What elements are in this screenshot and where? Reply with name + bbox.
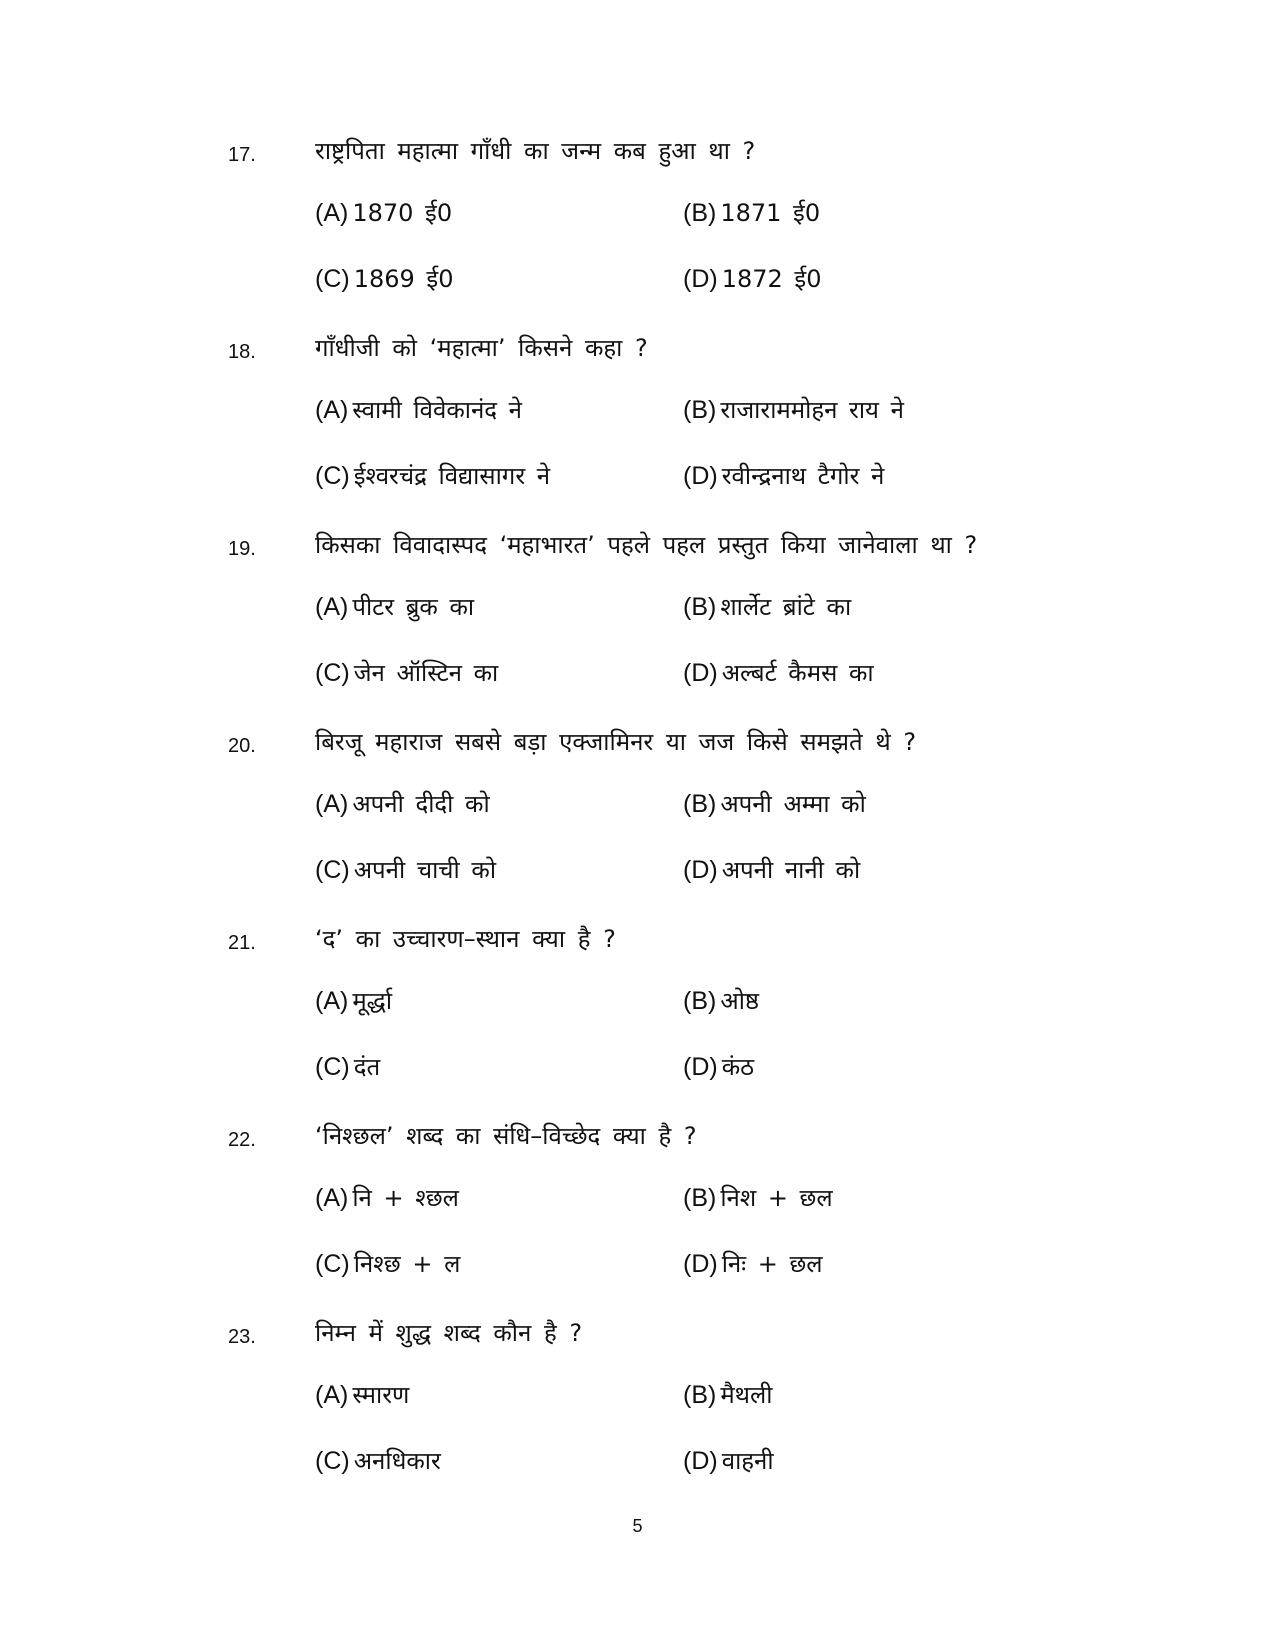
option-letter: (C) (315, 1250, 350, 1278)
option-a (315, 984, 392, 1017)
question-number: 22. (228, 1129, 256, 1151)
option-letter: (B) (683, 199, 717, 227)
option-letter: (D) (683, 1250, 718, 1278)
option-d (683, 1444, 774, 1477)
option-text: पीटर ब्रुक का (352, 593, 475, 621)
option-c (315, 262, 453, 295)
option-text: राजाराममोहन राय ने (720, 396, 904, 424)
question-text: किसका विवादास्पद ‘महाभारत’ पहले पहल प्रस्तुत किया जानेवाला था ? (315, 531, 978, 559)
option-letter: (B) (683, 987, 717, 1015)
option-text: नि + श्छल (352, 1184, 459, 1212)
option-d (683, 1247, 823, 1280)
option-b (683, 196, 820, 229)
question-20 (0, 728, 1275, 921)
option-text: रवीन्द्रनाथ टैगोर ने (721, 462, 885, 490)
option-letter: (A) (315, 396, 349, 424)
option-text: मैथली (720, 1381, 773, 1409)
option-text: ओष्ठ (720, 987, 760, 1015)
option-b (683, 590, 851, 623)
question-21 (0, 925, 1275, 1118)
option-text: 1870 ई0 (352, 199, 453, 227)
option-letter: (A) (315, 987, 349, 1015)
question-text: निम्न में शुद्ध शब्द कौन है ? (315, 1319, 583, 1347)
option-text: मूर्द्धा (352, 987, 393, 1015)
option-letter: (B) (683, 790, 717, 818)
option-text: 1869 ई0 (353, 265, 454, 293)
option-letter: (B) (683, 1184, 717, 1212)
option-text: शार्लेट ब्रांटे का (720, 593, 852, 621)
question-22 (0, 1122, 1275, 1315)
question-17 (0, 137, 1275, 330)
option-letter: (A) (315, 1381, 349, 1409)
question-number: 21. (228, 932, 256, 954)
option-letter: (A) (315, 199, 349, 227)
option-letter: (A) (315, 593, 349, 621)
question-19 (0, 531, 1275, 724)
option-d (683, 853, 860, 886)
option-a (315, 787, 490, 820)
option-letter: (C) (315, 856, 350, 884)
option-a (315, 196, 452, 229)
option-text: अपनी दीदी को (352, 790, 490, 818)
option-letter: (C) (315, 1053, 350, 1081)
option-text: अपनी चाची को (353, 856, 497, 884)
option-d (683, 656, 874, 689)
option-text: निश्छ + ल (353, 1250, 461, 1278)
option-letter: (A) (315, 1184, 349, 1212)
option-text: अल्बर्ट कैमस का (721, 659, 874, 687)
option-b (683, 787, 866, 820)
option-text: स्वामी विवेकानंद ने (352, 396, 522, 424)
option-b (683, 984, 759, 1017)
option-letter: (C) (315, 659, 350, 687)
option-text: जेन ऑस्टिन का (353, 659, 499, 687)
option-letter: (B) (683, 1381, 717, 1409)
option-letter: (D) (683, 1053, 718, 1081)
question-number: 23. (228, 1326, 256, 1348)
option-text: वाहनी (721, 1447, 774, 1475)
option-c (315, 1050, 380, 1083)
option-text: स्मारण (352, 1381, 410, 1409)
option-letter: (B) (683, 593, 717, 621)
option-b (683, 1378, 773, 1411)
option-a (315, 1378, 409, 1411)
question-number: 18. (228, 341, 256, 363)
question-18 (0, 334, 1275, 527)
question-23 (0, 1319, 1275, 1512)
option-letter: (D) (683, 659, 718, 687)
option-letter: (D) (683, 856, 718, 884)
question-number: 19. (228, 538, 256, 560)
option-letter: (D) (683, 1447, 718, 1475)
question-text: राष्ट्रपिता महात्मा गाँधी का जन्म कब हुआ था ? (315, 137, 756, 165)
option-text: अनधिकार (353, 1447, 441, 1475)
option-c (315, 853, 496, 886)
option-text: दंत (353, 1053, 381, 1081)
option-text: कंठ (721, 1053, 755, 1081)
question-text: ‘द’ का उच्चारण–स्थान क्या है ? (315, 925, 616, 953)
option-d (683, 459, 884, 492)
option-text: 1872 ई0 (721, 265, 822, 293)
question-number: 17. (228, 144, 256, 166)
option-text: निः + छल (721, 1250, 823, 1278)
option-d (683, 1050, 754, 1083)
option-a (315, 393, 522, 426)
option-c (315, 459, 550, 492)
option-letter: (B) (683, 396, 717, 424)
option-c (315, 1247, 460, 1280)
option-letter: (A) (315, 790, 349, 818)
option-letter: (C) (315, 1447, 350, 1475)
option-b (683, 393, 904, 426)
option-text: अपनी अम्मा को (720, 790, 866, 818)
option-text: 1871 ई0 (720, 199, 821, 227)
option-letter: (C) (315, 265, 350, 293)
option-a (315, 590, 474, 623)
option-c (315, 656, 498, 689)
option-letter: (C) (315, 462, 350, 490)
option-text: ईश्वरचंद्र विद्यासागर ने (353, 462, 551, 490)
question-text: ‘निश्छल’ शब्द का संधि–विच्छेद क्या है ? (315, 1122, 697, 1150)
option-b (683, 1181, 833, 1214)
option-c (315, 1444, 441, 1477)
option-letter: (D) (683, 462, 718, 490)
option-letter: (D) (683, 265, 718, 293)
question-number: 20. (228, 735, 256, 757)
option-d (683, 262, 821, 295)
option-text: निश + छल (720, 1184, 833, 1212)
page-number: 5 (632, 1516, 643, 1536)
option-text: अपनी नानी को (721, 856, 861, 884)
question-text: बिरजू महाराज सबसे बड़ा एक्जामिनर या जज किसे समझते थे ? (315, 728, 917, 756)
question-text: गाँधीजी को ‘महात्मा’ किसने कहा ? (315, 334, 648, 362)
option-a (315, 1181, 459, 1214)
